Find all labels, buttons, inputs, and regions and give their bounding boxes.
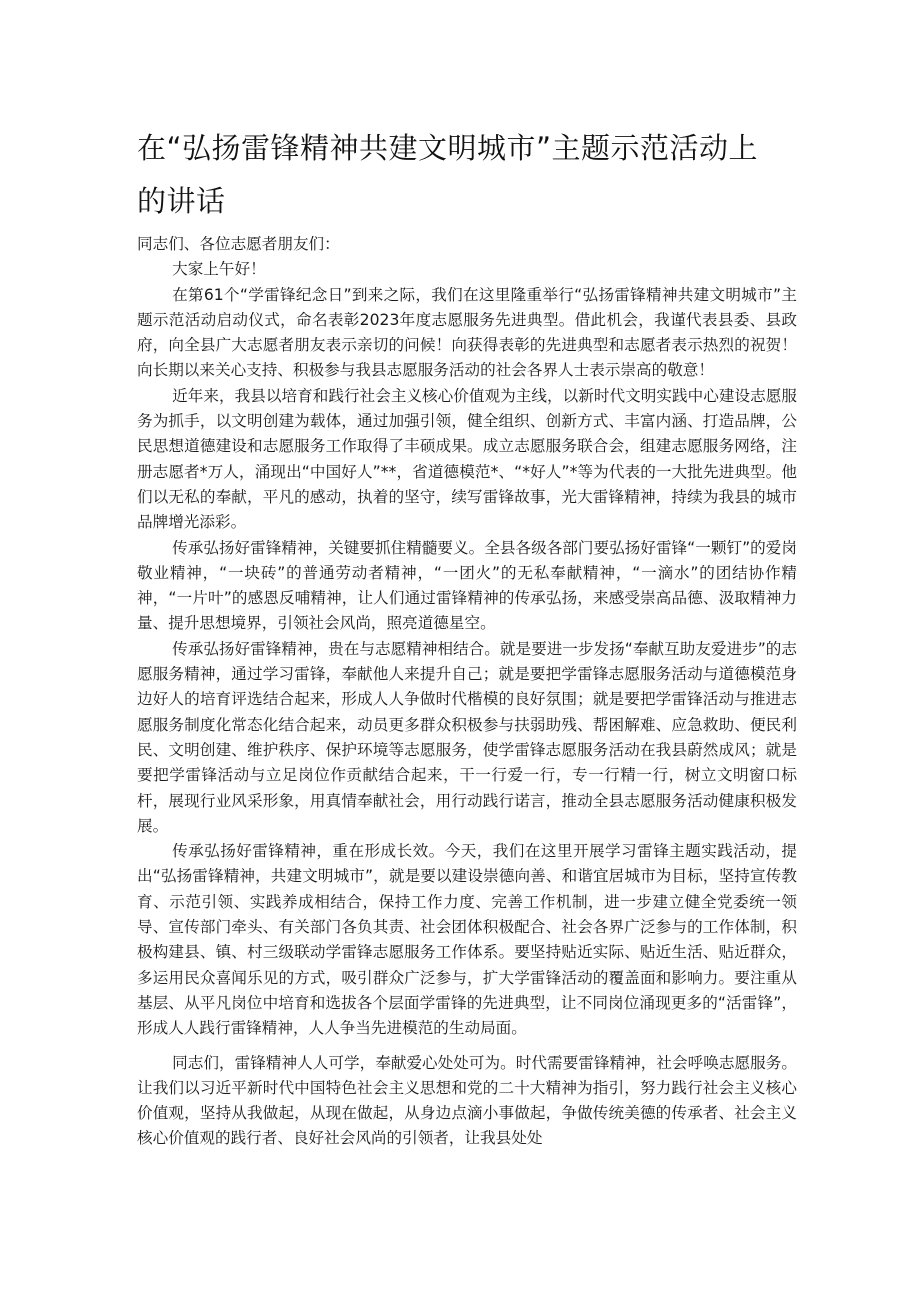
- title-line-2: 的讲话: [137, 184, 226, 218]
- paragraph-closing: 同志们，雷锋精神人人可学，奉献爱心处处可为。时代需要雷锋精神，社会呼唤志愿服务。让我们以习近平新时代中国特色社会主义思想和党的二十大精神为指引，努力践行社会主义核心价值观，坚持从我做起，从现在做起，从身边点滴小事做起，争做传统美德的传承者、社会主义核心价值观的践行者、良好社会风尚的引领者，让我县处处: [137, 1053, 797, 1148]
- salutation: 同志们、各位志愿者朋友们：: [137, 235, 340, 253]
- paragraph-achievements: 近年来，我县以培育和践行社会主义核心价值观为主线，以新时代文明实践中心建设志愿服务为抓手，以文明创建为载体，通过加强引领，健全组织、创新方式、丰富内涵、打造品牌，公民思想道德建设和志愿服务工作取得了丰硕成果。成立志愿服务联合会，组建志愿服务网络，注册志愿者*万人，涌现出“中国好人”**，省道德模范*、“*好人”*等为代表的一大批先进典型。他们以无私的奉献，平凡的感动，执着的坚守，续写雷锋故事，光大雷锋精神，持续为我县的城市品牌增光添彩。: [137, 386, 797, 532]
- paragraph-volunteer-spirit: 传承弘扬好雷锋精神，贵在与志愿精神相结合。就是要进一步发扬“奉献互助友爱进步”的志愿服务精神，通过学习雷锋，奉献他人来提升自己；就是要把学雷锋志愿服务活动与道德模范身边好人的培育评选结合起来，形成人人争做时代楷模的良好氛围；就是要把学雷锋活动与推进志愿服务制度化常态化结合起来，动员更多群众积极参与扶弱助残、帮困解难、应急救助、便民利民、文明创建、维护秩序、保护环境等志愿服务，使学雷锋志愿服务活动在我县蔚然成风；就是要把学雷锋活动与立足岗位作贡献结合起来，干一行爱一行，专一行精一行，树立文明窗口标杆，展现行业风采形象，用真情奉献社会，用行动践行诺言，推动全县志愿服务活动健康积极发展。: [137, 639, 797, 835]
- paragraph-long-term: 传承弘扬好雷锋精神，重在形成长效。今天，我们在这里开展学习雷锋主题实践活动，提出“弘扬雷锋精神，共建文明城市”，就是要以建设崇德向善、和谐宜居城市为目标，坚持宣传教育、示范引领、实践养成相结合，保持工作力度、完善工作机制，进一步建立健全党委统一领导、宣传部门牵头、有关部门各负其责、社会团体积极配合、社会各界广泛参与的工作体制，积极构建县、镇、村三级联动学雷锋志愿服务工作体系。要坚持贴近实际、贴近生活、贴近群众，多运用民众喜闻乐见的方式，吸引群众广泛参与，扩大学雷锋活动的覆盖面和影响力。要注重从基层、从平凡岗位中培育和选拔各个层面学雷锋的先进典型，让不同岗位涌现更多的“活雷锋”，形成人人践行雷锋精神，人人争当先进模范的生动局面。: [137, 842, 797, 1038]
- title-line-1: 在“弘扬雷锋精神共建文明城市”主题示范活动上: [137, 131, 759, 165]
- greeting: 大家上午好！: [172, 260, 266, 279]
- document-body: [137, 232, 797, 1152]
- document-title: [137, 122, 787, 228]
- paragraph-opening: 在第61个“学雷锋纪念日”到来之际，我们在这里隆重举行“弘扬雷锋精神共建文明城市”主题示范活动启动仪式，命名表彰2023年度志愿服务先进典型。借此机会，我谨代表县委、县政府，向全县广大志愿者朋友表示亲切的问候！向获得表彰的先进典型和志愿者表示热烈的祝贺！向长期以来关心支持、积极参与我县志愿服务活动的社会各界人士表示崇高的敬意！: [137, 285, 797, 380]
- paragraph-essence: 传承弘扬好雷锋精神，关键要抓住精髓要义。全县各级各部门要弘扬好雷锋“一颗钉”的爱岗敬业精神，“一块砖”的普通劳动者精神，“一团火”的无私奉献精神，“一滴水”的团结协作精神，“一片叶”的感恩反哺精神，让人们通过雷锋精神的传承弘扬，来感受崇高品德、汲取精神力量、提升思想境界，引领社会风尚，照亮道德星空。: [137, 538, 797, 633]
